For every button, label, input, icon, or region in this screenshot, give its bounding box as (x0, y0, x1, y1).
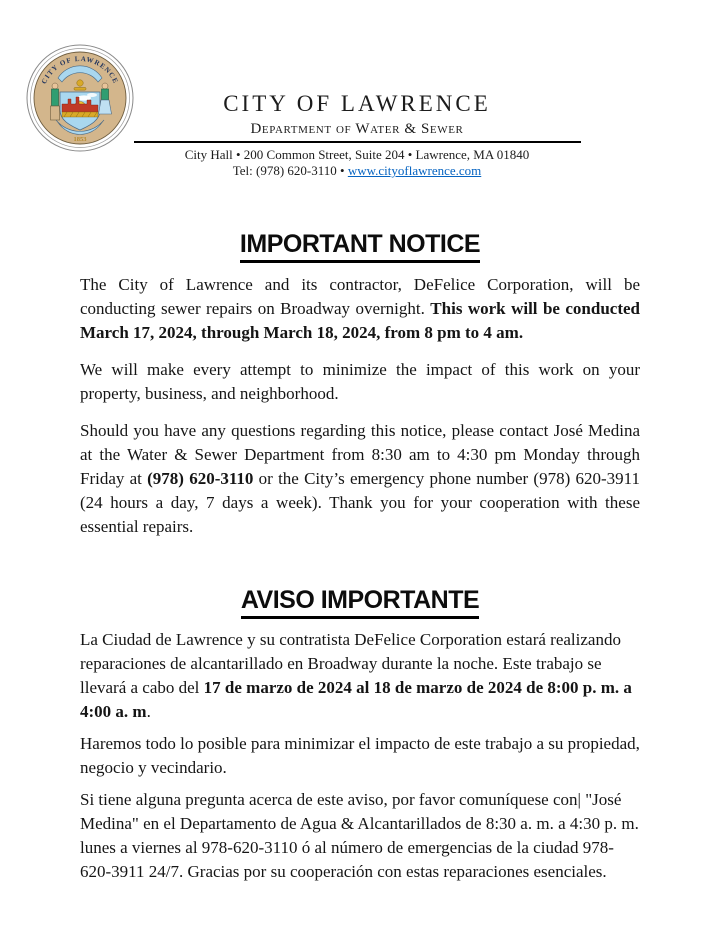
org-subtitle: Department of Water & Sewer (250, 121, 464, 137)
tel-text: Tel: (978) 620-3110 • (232, 163, 348, 178)
spanish-p1-text: La Ciudad de Lawrence y su contratista DeFelice Corporation estará realizando reparaciones de alcantarillado en Broadway durante la noche. Este trabajo se llevará a cabo del (80, 630, 621, 697)
english-paragraph-1 (80, 273, 640, 345)
spanish-paragraph-3 (80, 788, 640, 884)
notice-heading-spanish (80, 585, 640, 619)
tel-line (0, 163, 714, 179)
seal-year: 1853 (73, 136, 87, 143)
english-p3-text-1: Should you have any questions regarding this notice, please contact José Medina at the Water & Sewer Department from 8:30 am to 4:30 pm Monday through Friday at (80, 421, 640, 488)
notice-heading-english-text: IMPORTANT NOTICE (240, 229, 480, 263)
website-link[interactable]: www.cityoflawrence.com (347, 163, 482, 178)
spanish-paragraph-2: Haremos todo lo posible para minimizar el impacto de este trabajo a su propiedad, negocio y vecindario. (80, 734, 640, 777)
seal-ring-text: CITY OF LAWRENCE (40, 54, 120, 86)
english-paragraph-3 (80, 419, 640, 539)
notice-body (0, 229, 714, 884)
english-p1-text: The City of Lawrence and its contractor, DeFelice Corporation, will be conducting sewer repairs on Broadway overnight. (80, 275, 640, 318)
spanish-p3-text-1: Si tiene alguna pregunta acerca de este aviso, por favor comuníquese con (80, 790, 578, 809)
english-paragraph-2: We will make every attempt to minimize the impact of this work on your property, business, and neighborhood. (80, 360, 640, 403)
english-p3-bold-phone: (978) 620-3110 (147, 469, 254, 488)
address-line: City Hall • 200 Common Street, Suite 204 • Lawrence, MA 01840 (184, 147, 530, 162)
spanish-p1-bold-dates: 17 de marzo de 2024 al 18 de marzo de 2024 de 8:00 p. m. a 4:00 a. m (80, 678, 632, 721)
text-cursor-mark: | (577, 790, 581, 809)
english-p1-bold-dates: This work will be conducted March 17, 2024, through March 18, 2024, from 8 pm to 4 am. (80, 299, 640, 342)
spanish-p1-period: . (146, 702, 151, 721)
spanish-paragraph-1 (80, 628, 640, 724)
notice-heading-english (80, 229, 640, 263)
header-divider (134, 141, 581, 143)
english-p3-text-2: or the City’s emergency phone number (978) 620-3911 (24 hours a day, 7 days a week). Thank you for your cooperation with these essential repairs. (80, 469, 641, 536)
spanish-p3-text-2: "José Medina" en el Departamento de Agua & Alcantarillados de 8:30 a. m. a 4:30 p. m. lunes a viernes al 978-620-3110 ó al número de emergencias de la ciudad 978-620-3911 24/7. Gracias por su cooperación con estas reparaciones esenciales. (80, 790, 639, 881)
city-seal-logo-icon (26, 44, 134, 152)
org-title: CITY OF LAWRENCE (223, 91, 491, 116)
notice-heading-spanish-text: AVISO IMPORTANTE (241, 585, 479, 619)
